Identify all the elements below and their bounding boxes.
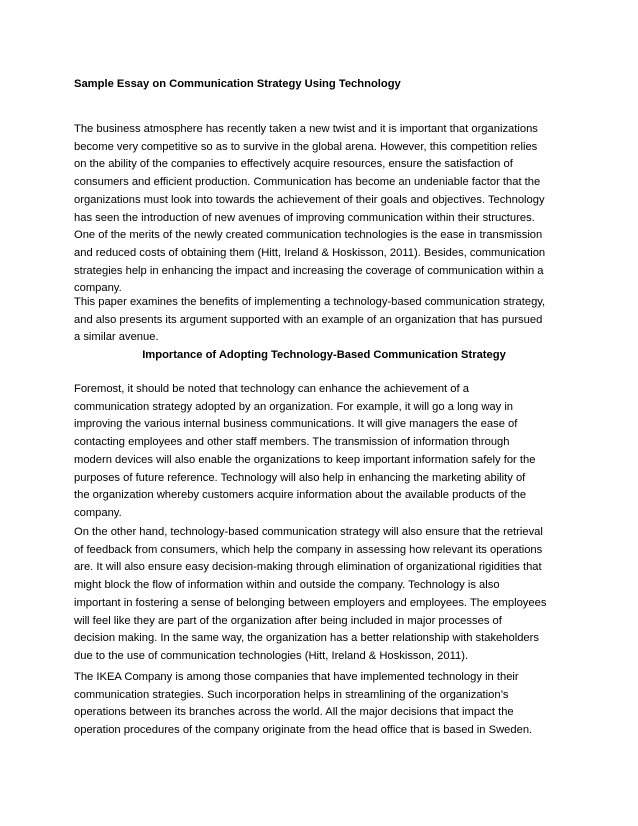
paragraph-other-hand [74,524,574,666]
text-line: company. [74,506,122,519]
text-line: operations between its branches across the world. All the major decisions that impact the [74,706,514,719]
text-line: communication strategy adopted by an organization. For example, it will go a long way in [74,400,514,413]
text-line: consumers and efficient production. Communication has become an undeniable factor that the [74,176,541,189]
text-line: important in fostering a sense of belonging between employers and employees. The employees [74,596,547,609]
text-line: communication strategies. Such incorporation helps in streamlining of the organization’s [74,688,509,701]
paragraph-foremost [74,381,574,523]
text-line: of feedback from consumers, which help the company in assessing how relevant its operations [74,543,543,556]
text-line: due to the use of communication technologies (Hitt, Ireland & Hoskisson, 2011). [74,649,469,662]
text-line: might block the flow of information within and outside the company. Technology is also [74,579,500,592]
paragraph-introduction [74,121,574,298]
text-line: operation procedures of the company originate from the head office that is based in Sweden. [74,724,533,737]
document-title: Sample Essay on Communication Strategy Using Technology [74,78,401,90]
text-line: has seen the introduction of new avenues of improving communication within their structures. [74,211,535,224]
text-line: improving the various internal business communications. It will give managers the ease of [74,418,518,431]
text-line: On the other hand, technology-based communication strategy will also ensure that the retrieval [74,526,543,538]
text-line: The IKEA Company is among those companies that have implemented technology in their [74,671,519,683]
paragraph-ikea [74,669,574,740]
text-line: and reduced costs of obtaining them (Hitt, Ireland & Hoskisson, 2011). Besides, communication [74,246,546,259]
text-line: company. [74,282,122,295]
text-line: and also presents its argument supported with an example of an organization that has pursued [74,313,543,326]
text-line: decision making. In the same way, the organization has a better relationship with stakeholders [74,632,539,645]
text-line: are. It will also ensure easy decision-making through elimination of organizational rigidities that [74,561,542,574]
text-line: purposes of future reference. Technology will also help in enhancing the marketing ability of [74,471,526,484]
text-line: become very competitive so as to survive in the global arena. However, this competition relies [74,140,538,153]
text-line: One of the merits of the newly created communication technologies is the ease in transmission [74,229,543,242]
text-line: contacting employees and other staff members. The transmission of information through [74,436,510,449]
paragraph-paper-purpose [74,294,574,347]
text-line: This paper examines the benefits of implementing a technology-based communication strategy, [74,296,546,308]
text-line: will feel like they are part of the organization after being included in major processes of [74,614,502,627]
text-line: Foremost, it should be noted that technology can enhance the achievement of a [74,383,469,395]
text-line: strategies help in enhancing the impact and increasing the coverage of communication within a [74,264,544,277]
section-heading: Importance of Adopting Technology-Based Communication Strategy [142,349,506,361]
text-line: the organization whereby customers acquire information about the available products of the [74,489,527,502]
text-line: a similar avenue. [74,331,159,344]
text-line: modern devices will also enable the organizations to keep important information safely for the [74,453,536,466]
text-line: on the ability of the companies to effectively acquire resources, ensure the satisfaction of [74,158,513,171]
text-line: organizations must look into towards the achievement of their goals and objectives. Technology [74,193,545,206]
text-line: The business atmosphere has recently taken a new twist and it is important that organizations [74,123,538,135]
